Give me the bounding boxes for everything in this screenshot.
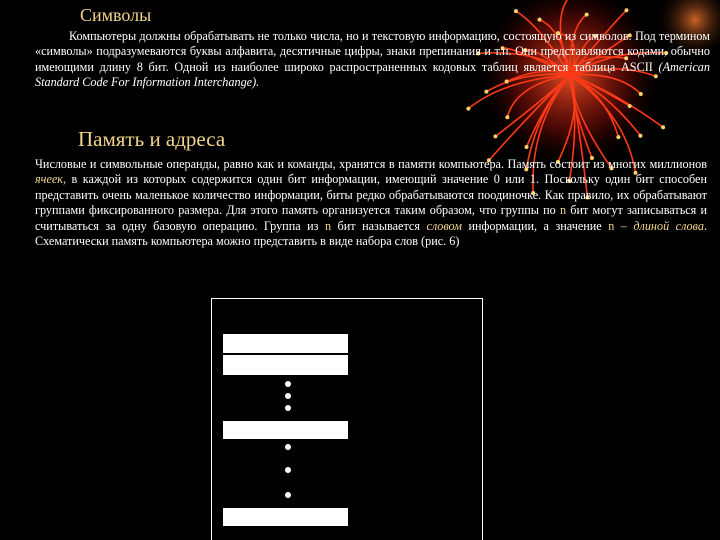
firework-spark [638, 134, 642, 138]
firework-spark [585, 13, 589, 17]
ascii-expansion: (American Standard Code For Information Interchange). [35, 59, 710, 90]
memory-text-e: информации, а значение [461, 218, 609, 233]
memory-text-f: . Схематически память компьютера можно представить в виде набора слов (рис. 6) [35, 218, 707, 249]
firework-spark [624, 8, 628, 12]
var-n: n [324, 218, 332, 233]
firework-spark [466, 107, 470, 111]
memory-word-cell [223, 508, 348, 526]
ellipsis-dot [285, 492, 291, 498]
var-n: n [560, 203, 567, 218]
firework-spark [639, 92, 643, 96]
firework-spark [505, 115, 509, 119]
ellipsis-dot [285, 444, 291, 450]
firework-spark [514, 9, 518, 13]
ellipsis-dot [285, 393, 291, 399]
ellipsis-dot [285, 381, 291, 387]
memory-word-cell [223, 421, 348, 439]
memory-text-c: бит могут записываться и считываться за одну базовую операцию. Группа из [35, 203, 708, 233]
var-n: n [608, 218, 615, 233]
firework-spark [616, 135, 620, 139]
memory-text-b: в каждой из которых содержится один бит информации, имеющий значение 0 или 1. Поскольку один бит способен представить очень маленькое количество информации, биты редко обрабатываются поодиночке. Как правило, их обрабатывают группами фиксированного размера. Для этого память организуется таким образом, что группы по [35, 172, 707, 218]
firework-spark [525, 145, 529, 149]
heading-memory-addresses: Память и адреса [78, 127, 226, 151]
memory-text-d: бит называется [331, 218, 427, 233]
ellipsis-dot [285, 467, 291, 473]
ellipsis-dot [285, 405, 291, 411]
term-word: словом [426, 218, 462, 233]
paragraph-symbols [35, 29, 710, 91]
memory-word-cell [223, 334, 348, 353]
memory-text-a: Числовые и символьные операнды, равно как и команды, хранятся в памяти компьютера. Память состоит из многих миллионов [35, 157, 707, 171]
firework-spark [493, 134, 497, 138]
heading-symbols: Символы [80, 5, 152, 25]
paragraph-memory [35, 157, 707, 249]
paragraph-symbols-text: Компьютеры должны обрабатывать не только числа, но и текстовую информацию, состоящую из символов. Под термином «символы» подразумеваются буквы алфавита, десятичные цифры, знаки препинания и т.п. Они представляются кодами, обычно имеющими длину 8 бит. Одной из наиболее широко распространенных кодовых таблиц является таблица ASCII [35, 29, 710, 74]
firework-spark [661, 125, 665, 129]
term-cells: ячеек, [35, 172, 67, 187]
firework-spark [628, 104, 632, 108]
firework-spark [538, 18, 542, 22]
term-word-length: – длиной слова [614, 218, 704, 233]
memory-word-cell [223, 355, 348, 375]
